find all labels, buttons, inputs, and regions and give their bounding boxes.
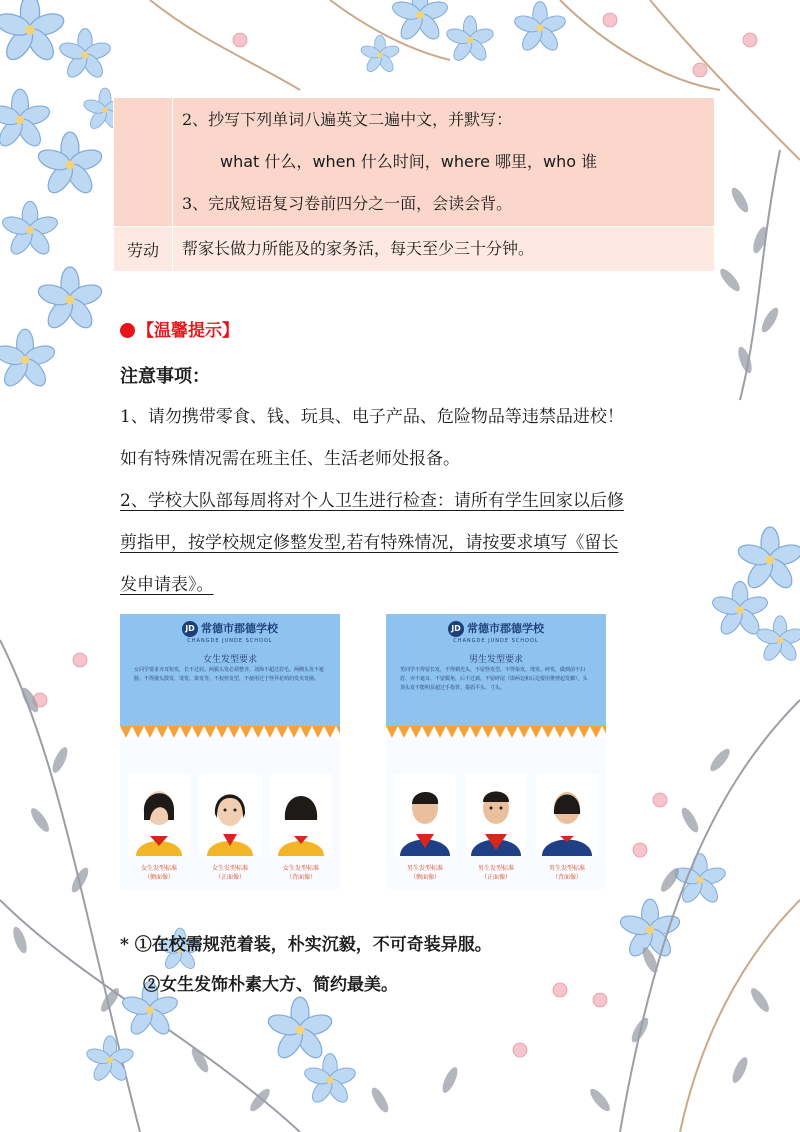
girls-req-title: 女生发型要求 <box>202 655 257 665</box>
task-cell <box>173 98 715 227</box>
school-name-en: CHANGDE JUNDE SCHOOL <box>453 638 539 644</box>
school-name-en: CHANGDE JUNDE SCHOOL <box>187 638 273 644</box>
boys-req-text: 男同学不得留长发，不得剃光头，不留怪发型，不得染发、烫发、碎发，做到前不扫眉、旁不遮耳、不留鬓角，后不过颈，不留碎尾（即两边和后边要用推剪起发脚），头顶头发不能明显超过手指背。提倡平头、寸头。 <box>400 667 588 691</box>
boy-front-photo <box>465 774 527 856</box>
caption-line: （背面像） <box>285 874 316 881</box>
caption-line: 男生发型标准 <box>548 865 585 872</box>
task-line: 3、完成短语复习卷前四分之一面，会读会背。 <box>182 194 513 213</box>
boys-banner <box>386 614 606 726</box>
boys-hair-panel <box>386 614 606 889</box>
notice-heading: 注意事项： <box>120 366 210 387</box>
zigzag-border <box>386 726 606 738</box>
school-name-cn: 常德市郡德学校 <box>467 622 544 635</box>
photo-caption <box>461 864 531 882</box>
girl-front-photo <box>199 774 261 856</box>
caption-line: （正面像） <box>480 874 511 881</box>
caption-line: （侧面像） <box>143 874 174 881</box>
dress-note-1: * ①在校需规范着装，朴实沉毅，不可奇装异服。 <box>120 935 492 955</box>
photo-caption <box>532 864 602 882</box>
dress-note-2: ②女生发饰朴素大方、简约最美。 <box>143 975 398 995</box>
word-cn: 哪里 <box>495 152 528 171</box>
girls-hair-panel <box>120 614 340 889</box>
boy-back-photo <box>536 774 598 856</box>
photo-caption <box>390 864 460 882</box>
table-row <box>114 227 715 272</box>
girls-req-text: 女同学要求齐耳短发，长不过肩。两鬓头发必须整齐，刘海不超过眉毛。两侧头发不遮脸。不得披头散发、烫发、染发等。不校怪发型，不使用过于怪异花哨的发夹发圈。 <box>134 667 325 682</box>
table-row <box>114 98 715 227</box>
red-dot-icon <box>120 323 135 338</box>
task-line: 帮家长做力所能及的家务活，每天至少三十分钟。 <box>182 239 535 258</box>
photo-caption <box>195 864 265 882</box>
zigzag-border <box>120 726 340 738</box>
caption-line: （正面像） <box>214 874 245 881</box>
subject-cell: 劳动 <box>114 227 173 272</box>
girl-back-photo <box>270 774 332 856</box>
school-name <box>120 620 340 637</box>
caption-line: 男生发型标准 <box>477 865 514 872</box>
word-cn: 什么 <box>264 152 297 171</box>
task-line: 2、抄写下列单词八遍英文二遍中文，并默写： <box>182 110 513 129</box>
notice-line: 如有特殊情况需在班主任、生活老师处报备。 <box>120 449 460 469</box>
word-en: who <box>543 152 577 171</box>
girls-banner <box>120 614 340 726</box>
school-name <box>386 620 606 637</box>
caption-line: 男生发型标准 <box>406 865 443 872</box>
notice-line: 1、请勿携带零食、钱、玩具、电子产品、危险物品等违禁品进校！ <box>120 407 624 427</box>
boys-req-title: 男生发型要求 <box>468 655 523 665</box>
homework-table <box>113 97 715 272</box>
tips-title <box>120 316 239 341</box>
subject-cell <box>114 98 173 227</box>
photo-caption <box>124 864 194 882</box>
caption-line: （背面像） <box>551 874 582 881</box>
tips-title-text: 【温馨提示】 <box>137 321 239 341</box>
word-cn: 谁 <box>581 152 598 171</box>
notice-line: 发申请表》。 <box>120 575 214 595</box>
word-en: when <box>312 152 356 171</box>
school-name-cn: 常德市郡德学校 <box>201 622 278 635</box>
word-cn: 什么时间 <box>360 152 425 171</box>
boy-side-photo <box>394 774 456 856</box>
notice-item-2 <box>120 480 624 606</box>
notice-item-1 <box>120 396 624 480</box>
caption-line: 女生发型标准 <box>140 865 177 872</box>
notice-line: 剪指甲，按学校规定修整发型,若有特殊情况，请按要求填写《留长 <box>120 533 619 553</box>
caption-line: （侧面像） <box>409 874 440 881</box>
notice-line: 2、学校大队部每周将对个人卫生进行检查：请所有学生回家以后修 <box>120 491 624 511</box>
caption-line: 女生发型标准 <box>211 865 248 872</box>
task-cell <box>173 227 715 272</box>
photo-caption <box>266 864 336 882</box>
girl-side-photo <box>128 774 190 856</box>
word-list: what 什么，when 什么时间，where 哪里，who 谁 <box>220 152 598 171</box>
word-en: what <box>220 152 260 171</box>
caption-line: 女生发型标准 <box>282 865 319 872</box>
word-en: where <box>440 152 490 171</box>
school-logo-icon: JD <box>182 621 198 637</box>
school-logo-icon: JD <box>448 621 464 637</box>
